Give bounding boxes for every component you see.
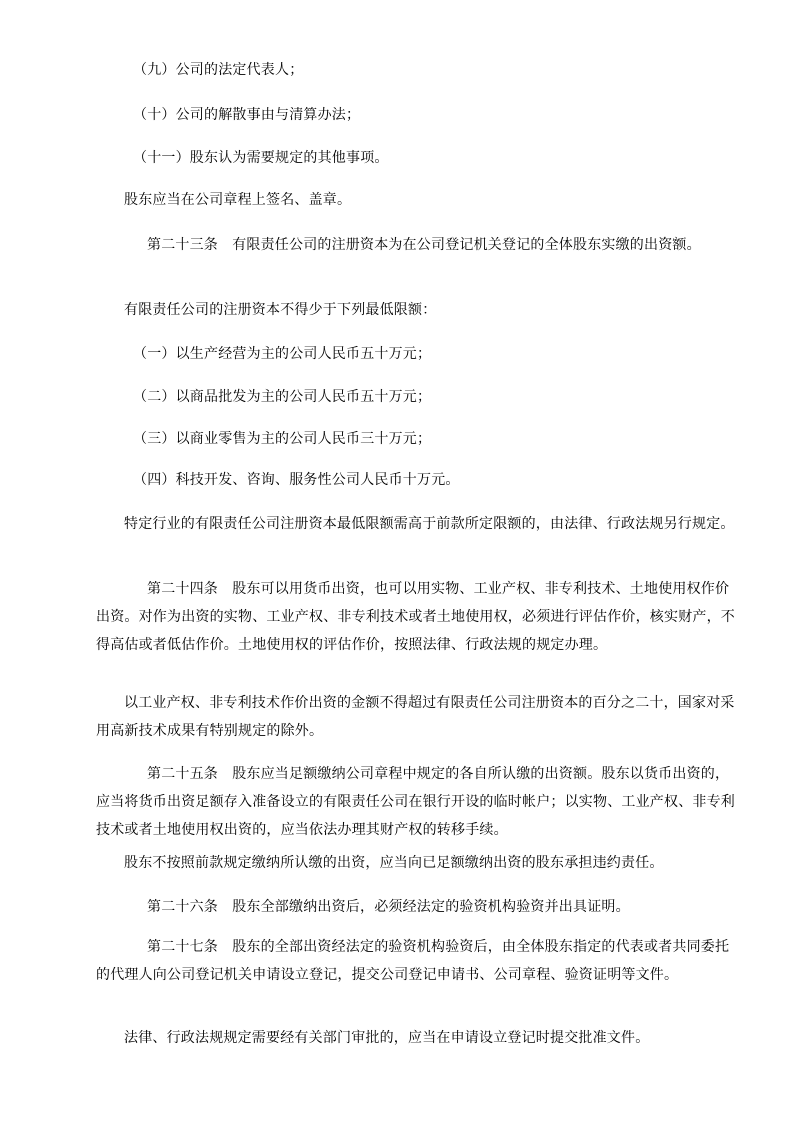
list-item-11: （十一）股东认为需要规定的其他事项。	[133, 150, 389, 166]
article-25: 第二十五条 股东应当足额缴纳公司章程中规定的各自所认缴的出资额。股东以货币出资的，应当将货币出资足额存入准备设立的有限责任公司在银行开设的临时帐户；以实物、工业产权、非专利技术或者土地使用权出资的，应当依法办理其财产权的转移手续。	[96, 766, 735, 838]
article-27: 第二十七条 股东的全部出资经法定的验资机构验资后，由全体股东指定的代表或者共同委托的代理人向公司登记机关申请设立登记，提交公司登记申请书、公司章程、验资证明等文件。	[96, 939, 730, 983]
list-item-9: （九）公司的法定代表人；	[133, 62, 304, 78]
article-23: 第二十三条 有限责任公司的注册资本为在公司登记机关登记的全体股东实缴的出资额。	[147, 237, 701, 253]
list-item-min-4: （四）科技开发、咨询、服务性公司人民币十万元。	[133, 472, 460, 488]
paragraph-special: 特定行业的有限责任公司注册资本最低限额需高于前款所定限额的，由法律、行政法规另行规定。	[124, 516, 735, 532]
paragraph-approval: 法律、行政法规规定需要经有关部门审批的，应当在申请设立登记时提交批准文件。	[124, 1030, 650, 1046]
list-item-10: （十）公司的解散事由与清算办法；	[133, 107, 361, 123]
article-24: 第二十四条 股东可以用货币出资，也可以用实物、工业产权、非专利技术、土地使用权作价出资。对作为出资的实物、工业产权、非专利技术或者土地使用权，必须进行评估作价，核实财产，不得高估或者低估作价。土地使用权的评估作价，按照法律、行政法规的规定办理。	[96, 581, 735, 653]
article-26: 第二十六条 股东全部缴纳出资后，必须经法定的验资机构验资并出具证明。	[147, 899, 630, 915]
paragraph-breach: 股东不按照前款规定缴纳所认缴的出资，应当向已足额缴纳出资的股东承担违约责任。	[124, 855, 664, 871]
list-item-min-1: （一）以生产经营为主的公司人民币五十万元；	[133, 346, 432, 362]
paragraph-sign: 股东应当在公司章程上签名、盖章。	[124, 192, 352, 208]
paragraph-minimum: 有限责任公司的注册资本不得少于下列最低限额：	[124, 302, 437, 318]
paragraph-ip: 以工业产权、非专利技术作价出资的金额不得超过有限责任公司注册资本的百分之二十，国家对采用高新技术成果有特别规定的除外。	[96, 695, 735, 739]
list-item-min-2: （二）以商品批发为主的公司人民币五十万元；	[133, 389, 432, 405]
list-item-min-3: （三）以商业零售为主的公司人民币三十万元；	[133, 431, 432, 447]
